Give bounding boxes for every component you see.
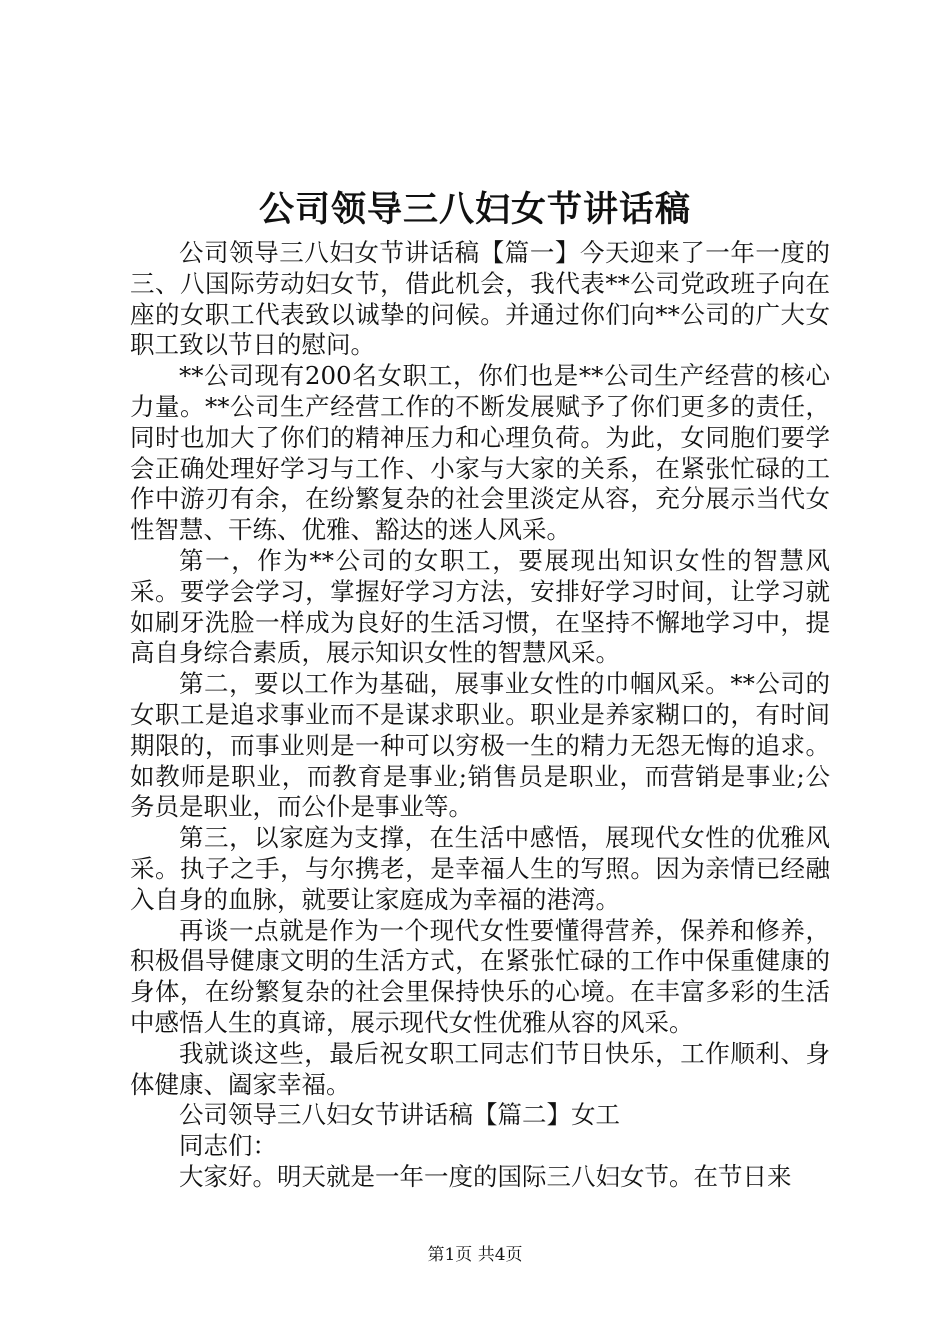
page-number-footer: 第1页 共4页	[427, 1245, 523, 1265]
paragraph-9: 同志们：	[179, 1131, 277, 1161]
paragraph-8: 公司领导三八妇女节讲话稿【篇二】女工	[179, 1100, 620, 1130]
paragraph-7: 我就谈这些，最后祝女职工同志们节日快乐，工作顺利、身体健康、阖家幸福。	[130, 1038, 830, 1099]
document-title: 公司领导三八妇女节讲话稿	[258, 189, 691, 230]
paragraph-10: 大家好。明天就是一年一度的国际三八妇女节。在节日来	[179, 1161, 792, 1191]
paragraph-6: 再谈一点就是作为一个现代女性要懂得营养，保养和修养，积极倡导健康文明的生活方式，在紧张忙碌的工作中保重健康的身体，在纷繁复杂的社会里保持快乐的心境。在丰富多彩的生活中感悟人生的真谛，展示现代女性优雅从容的风采。	[130, 915, 830, 1037]
paragraph-2: **公司现有200名女职工，你们也是**公司生产经营的核心力量。**公司生产经营工作的不断发展赋予了你们更多的责任，同时也加大了你们的精神压力和心理负荷。为此，女同胞们要学会正确处理好学习与工作、小家与大家的关系，在紧张忙碌的工作中游刃有余，在纷繁复杂的社会里淡定从容，充分展示当代女性智慧、干练、优雅、豁达的迷人风采。	[130, 361, 830, 545]
paragraph-1: 公司领导三八妇女节讲话稿【篇一】今天迎来了一年一度的三、八国际劳动妇女节，借此机会，我代表**公司党政班子向在座的女职工代表致以诚挚的问候。并通过你们向**公司的广大女职工致以节日的慰问。	[130, 238, 830, 360]
paragraph-3: 第一，作为**公司的女职工，要展现出知识女性的智慧风采。要学会学习，掌握好学习方法，安排好学习时间，让学习就如刷牙洗脸一样成为良好的生活习惯，在坚持不懈地学习中，提高自身综合素质，展示知识女性的智慧风采。	[130, 545, 830, 668]
paragraph-4: 第二，要以工作为基础，展事业女性的巾帼风采。**公司的女职工是追求事业而不是谋求职业。职业是养家糊口的，有时间期限的，而事业则是一种可以穷极一生的精力无怨无悔的追求。如教师是职业，而教育是事业;销售员是职业，而营销是事业;公务员是职业，而公仆是事业等。	[130, 669, 830, 822]
paragraph-5: 第三，以家庭为支撑，在生活中感悟，展现代女性的优雅风采。执子之手，与尔携老，是幸福人生的写照。因为亲情已经融入自身的血脉，就要让家庭成为幸福的港湾。	[130, 823, 830, 914]
document-body	[130, 238, 830, 1193]
